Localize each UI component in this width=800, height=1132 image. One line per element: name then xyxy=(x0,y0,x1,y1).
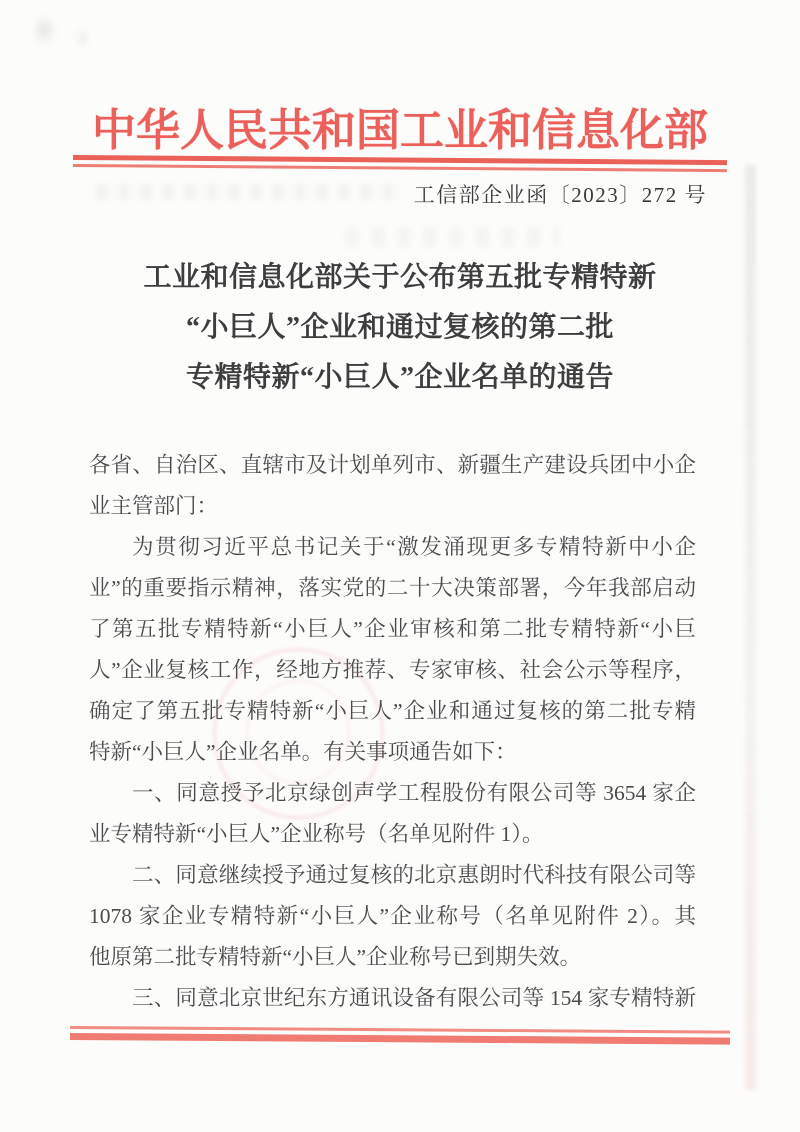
body-line: 确定了第五批专精特新“小巨人”企业和通过复核的第二批专精 xyxy=(89,699,696,723)
body-line: 了第五批专精特新“小巨人”企业审核和第二批专精特新“小巨 xyxy=(89,617,696,641)
body-line: 人”企业复核工作，经地方推荐、专家审核、社会公示等程序， xyxy=(89,658,696,682)
body-line-item-2: 1078 家企业专精特新“小巨人”企业称号（名单见附件 2）。其 xyxy=(89,904,696,928)
body-line-item-3: 三、同意北京世纪东方通讯设备有限公司等 154 家专精特新 xyxy=(132,986,696,1010)
body-line-item-2: 他原第二批专精特新“小巨人”企业称号已到期失效。 xyxy=(89,945,582,969)
body-line: 业”的重要指示精神，落实党的二十大决策部署，今年我部启动 xyxy=(89,576,696,600)
title-line: 专精特新“小巨人”企业名单的通告 xyxy=(185,362,614,393)
body-line-item-1: 业专精特新“小巨人”企业称号（名单见附件 1）。 xyxy=(89,822,544,846)
title-line: “小巨人”企业和通过复核的第二批 xyxy=(185,312,614,343)
body-line-salutation: 各省、自治区、直辖市及计划单列市、新疆生产建设兵团中小企 xyxy=(89,453,696,477)
title-line: 工业和信息化部关于公布第五批专精特新 xyxy=(143,262,657,293)
scan-artifact-corner-smudge xyxy=(16,8,111,63)
body-line-item-1: 一、同意授予北京绿创声学工程股份有限公司等 3654 家企 xyxy=(132,781,696,805)
document-number: 工信部企业函〔2023〕272 号 xyxy=(413,183,707,207)
body-line: 为贯彻习近平总书记关于“激发涌现更多专精特新中小企 xyxy=(132,535,696,559)
agency-name-masthead: 中华人民共和国工业和信息化部 xyxy=(92,106,708,155)
document-body xyxy=(89,445,696,1019)
footer-double-rule xyxy=(70,1026,730,1044)
scan-artifact-bleedthrough-text xyxy=(345,227,560,247)
body-line-salutation: 业主管部门： xyxy=(89,494,219,518)
body-line-item-2: 二、同意继续授予通过复核的北京惠朗时代科技有限公司等 xyxy=(132,863,696,887)
document-title xyxy=(0,253,800,403)
body-line: 特新“小巨人”企业名单。有关事项通告如下： xyxy=(89,740,517,764)
scan-artifact-bleedthrough-text xyxy=(96,184,396,200)
